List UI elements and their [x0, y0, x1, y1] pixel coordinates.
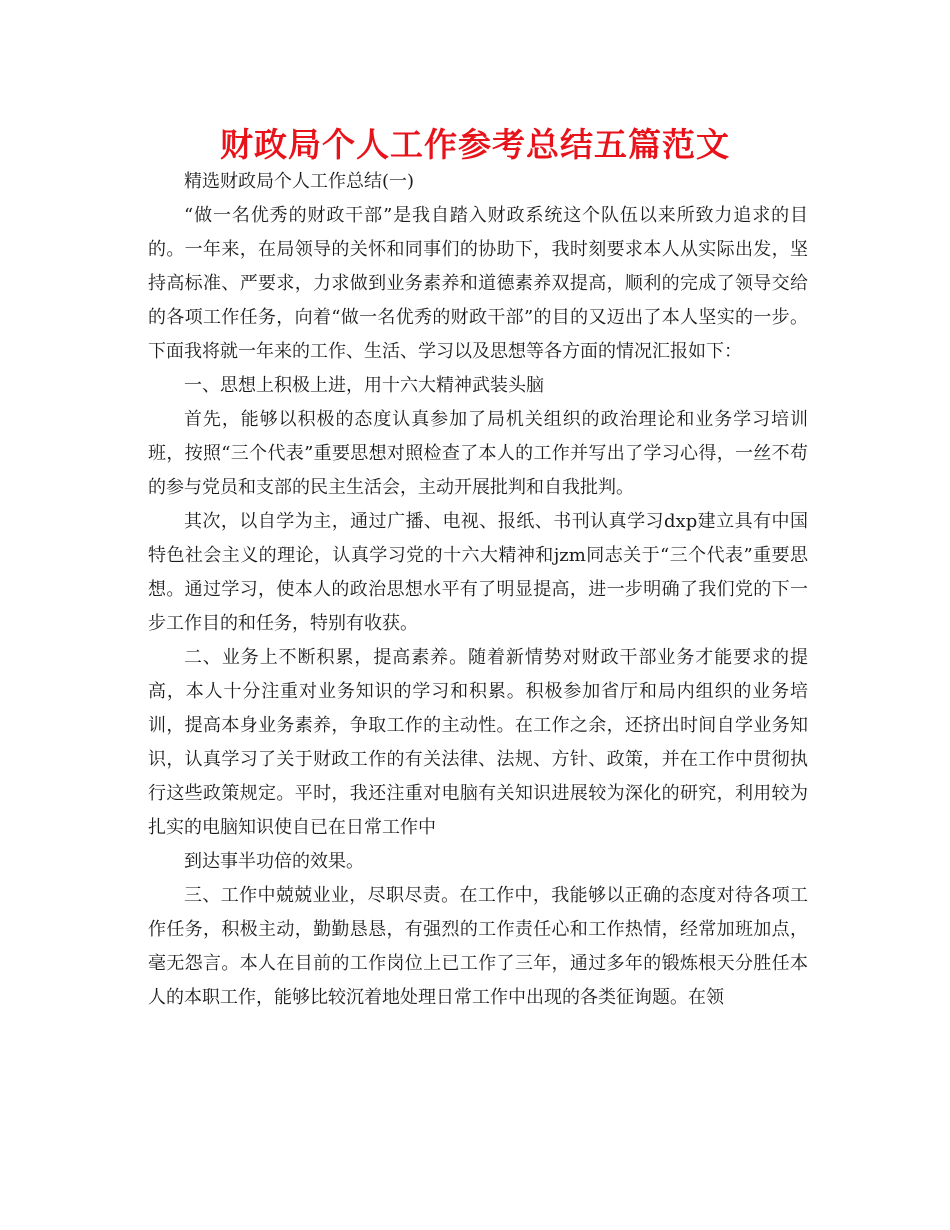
paragraph-second: 其次，以自学为主，通过广播、电视、报纸、书刊认真学习dxp建立具有中国特色社会主义的理论，认真学习党的十六大精神和jzm同志关于“三个代表”重要思想。通过学习，使本人的政治思想水平有了明显提高，进一步明确了我们党的下一步工作目的和任务，特别有收获。 [148, 511, 808, 634]
point-paragraph-2: 二、业务上不断积累，提高素养。随着新情势对财政干部业务才能要求的提高，本人十分注重对业务知识的学习和积累。积极参加省厅和局内组织的业务培训，提高本身业务素养，争取工作的主动性。在工作之余，还挤出时间自学业务知识，认真学习了关于财政工作的有关法律、法规、方针、政策，并在工作中贯彻执行这些政策规定。平时，我还注重对电脑有关知识进展较为深化的研究，利用较为扎实的电脑知识使自已在日常工作中 [148, 647, 808, 838]
intro-paragraph: “做一名优秀的财政干部”是我自踏入财政系统这个队伍以来所致力追求的目的。一年来，在局领导的关怀和同事们的协助下，我时刻要求本人从实际出发，坚持高标准、严要求，力求做到业务素养和道德素养双提高，顺利的完成了领导交给的各项工作任务，向着“做一名优秀的财政干部”的目的又迈出了本人坚实的一步。下面我将就一年来的工作、生活、学习以及思想等各方面的情况汇报如下： [148, 205, 808, 362]
paragraph-continuation: 到达事半功倍的效果。 [184, 851, 364, 872]
document-title: 财政局个人工作参考总结五篇范文 [220, 125, 730, 164]
document-body [148, 165, 808, 1015]
point-heading-1: 一、思想上积极上进，用十六大精神武装头脑 [184, 375, 544, 396]
point-paragraph-3: 三、工作中兢兢业业，尽职尽责。在工作中，我能够以正确的态度对待各项工作任务，积极主动，勤勤恳恳，有强烈的工作责任心和工作热情，经常加班加点，毫无怨言。本人在目前的工作岗位上已工作了三年，通过多年的锻炼根天分胜任本人的本职工作，能够比较沉着地处理日常工作中出现的各类征询题。在领 [148, 885, 808, 1008]
section-heading-1: 精选财政局个人工作总结(一) [184, 171, 415, 192]
paragraph-first: 首先，能够以积极的态度认真参加了局机关组织的政治理论和业务学习培训班，按照“三个代表”重要思想对照检查了本人的工作并写出了学习心得，一丝不苟的参与党员和支部的民主生活会，主动开展批判和自我批判。 [148, 409, 808, 498]
